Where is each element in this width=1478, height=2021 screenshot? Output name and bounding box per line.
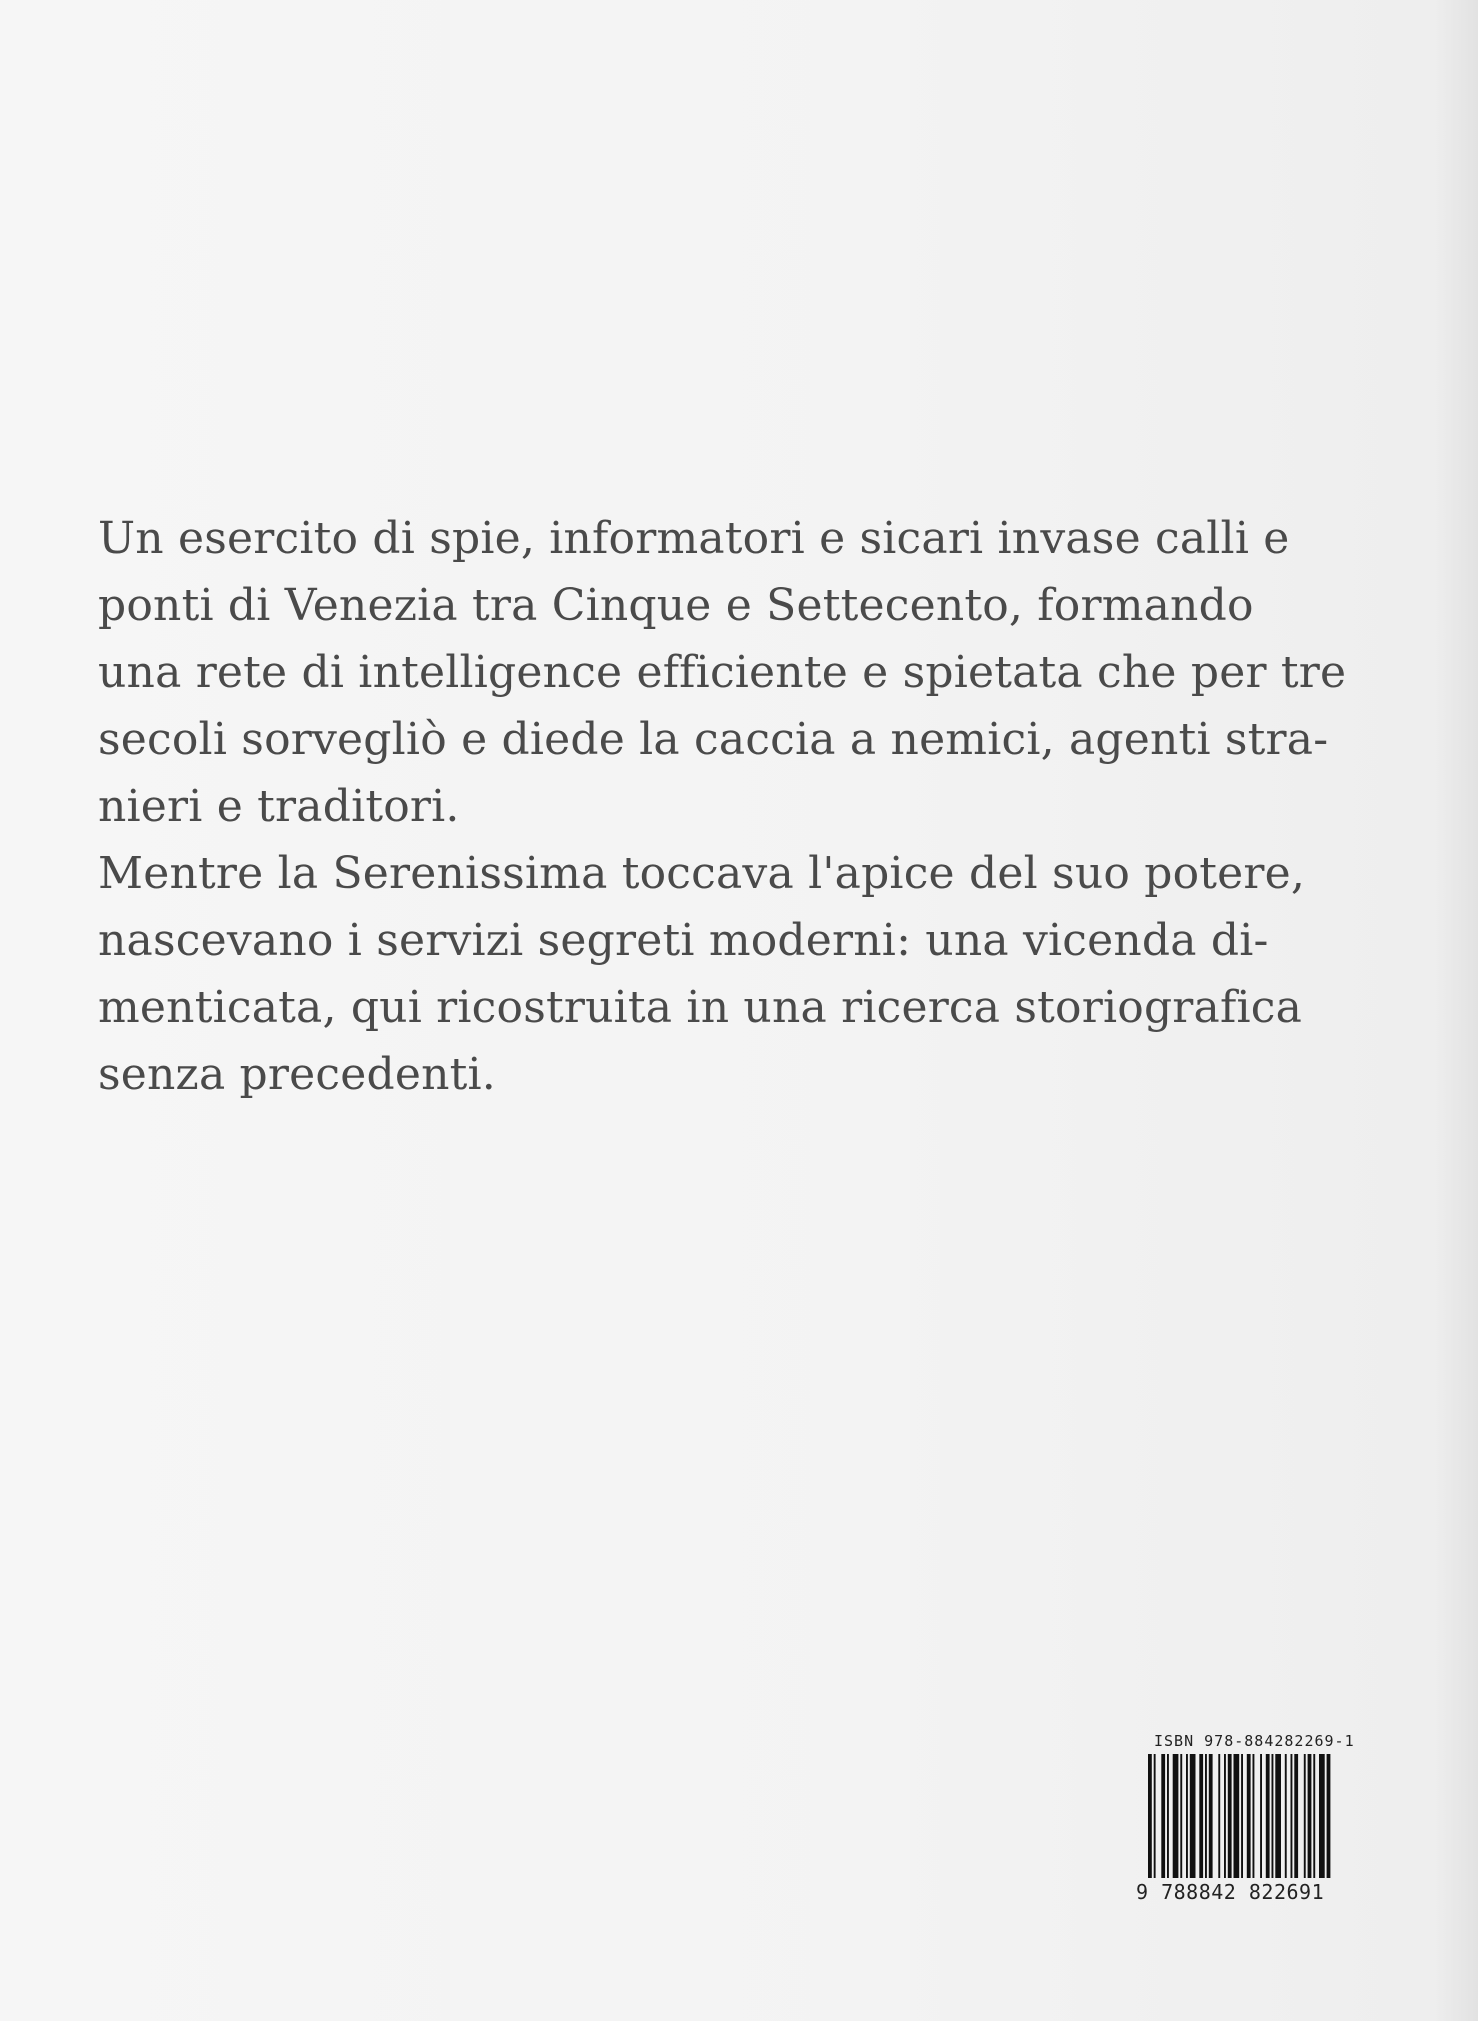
barcode-bar	[1285, 1754, 1287, 1878]
blurb-paragraph-2: Mentre la Serenissima toccava l'apice del suo potere, nascevano i servizi segreti moderni: una vicenda di- menticata, qui ricostruita in una ricerca storiografica senza precedenti.	[98, 848, 1306, 1100]
barcode-bar	[1327, 1754, 1331, 1878]
barcode-bar	[1308, 1754, 1312, 1878]
barcode-bar	[1294, 1754, 1298, 1878]
barcode-bar	[1190, 1754, 1196, 1878]
barcode-bar	[1319, 1754, 1325, 1878]
barcode-bar	[1209, 1754, 1213, 1878]
barcode-bars	[1136, 1754, 1354, 1878]
barcode-bar	[1199, 1754, 1203, 1878]
barcode-bar	[1247, 1754, 1251, 1878]
barcode-bar	[1304, 1754, 1306, 1878]
ean-digits: 9 788842 822691	[1136, 1880, 1325, 1904]
barcode-bar	[1291, 1754, 1293, 1878]
barcode-bar	[1180, 1754, 1182, 1878]
blurb-paragraph-1: Un esercito di spie, informatori e sicari invase calli e ponti di Venezia tra Cinque e Settecento, formando una rete di intelligence efficiente e spietata che per tre secoli sorvegliò e diede la caccia a nemici, agenti stra- nieri e traditori.	[98, 513, 1347, 832]
barcode-bar	[1260, 1754, 1262, 1878]
barcode-bar	[1205, 1754, 1207, 1878]
barcode-bar	[1228, 1754, 1232, 1878]
barcode-bar	[1224, 1754, 1226, 1878]
barcode-bar	[1167, 1754, 1169, 1878]
barcode-bar	[1253, 1754, 1255, 1878]
barcode-bar	[1148, 1754, 1152, 1878]
barcode-bar	[1266, 1754, 1270, 1878]
barcode-bar	[1161, 1754, 1165, 1878]
barcode-bar	[1186, 1754, 1188, 1878]
barcode-bar	[1154, 1754, 1156, 1878]
isbn-barcode	[1136, 1732, 1354, 1902]
isbn-label: ISBN 978-884282269-1	[1154, 1732, 1355, 1750]
barcode-bar	[1234, 1754, 1240, 1878]
barcode-bar	[1173, 1754, 1179, 1878]
barcode-bar	[1218, 1754, 1220, 1878]
barcode-bar	[1272, 1754, 1274, 1878]
barcode-bar	[1241, 1754, 1243, 1878]
blurb-text	[98, 505, 1358, 1108]
barcode-bar	[1275, 1754, 1281, 1878]
barcode-bar	[1313, 1754, 1315, 1878]
